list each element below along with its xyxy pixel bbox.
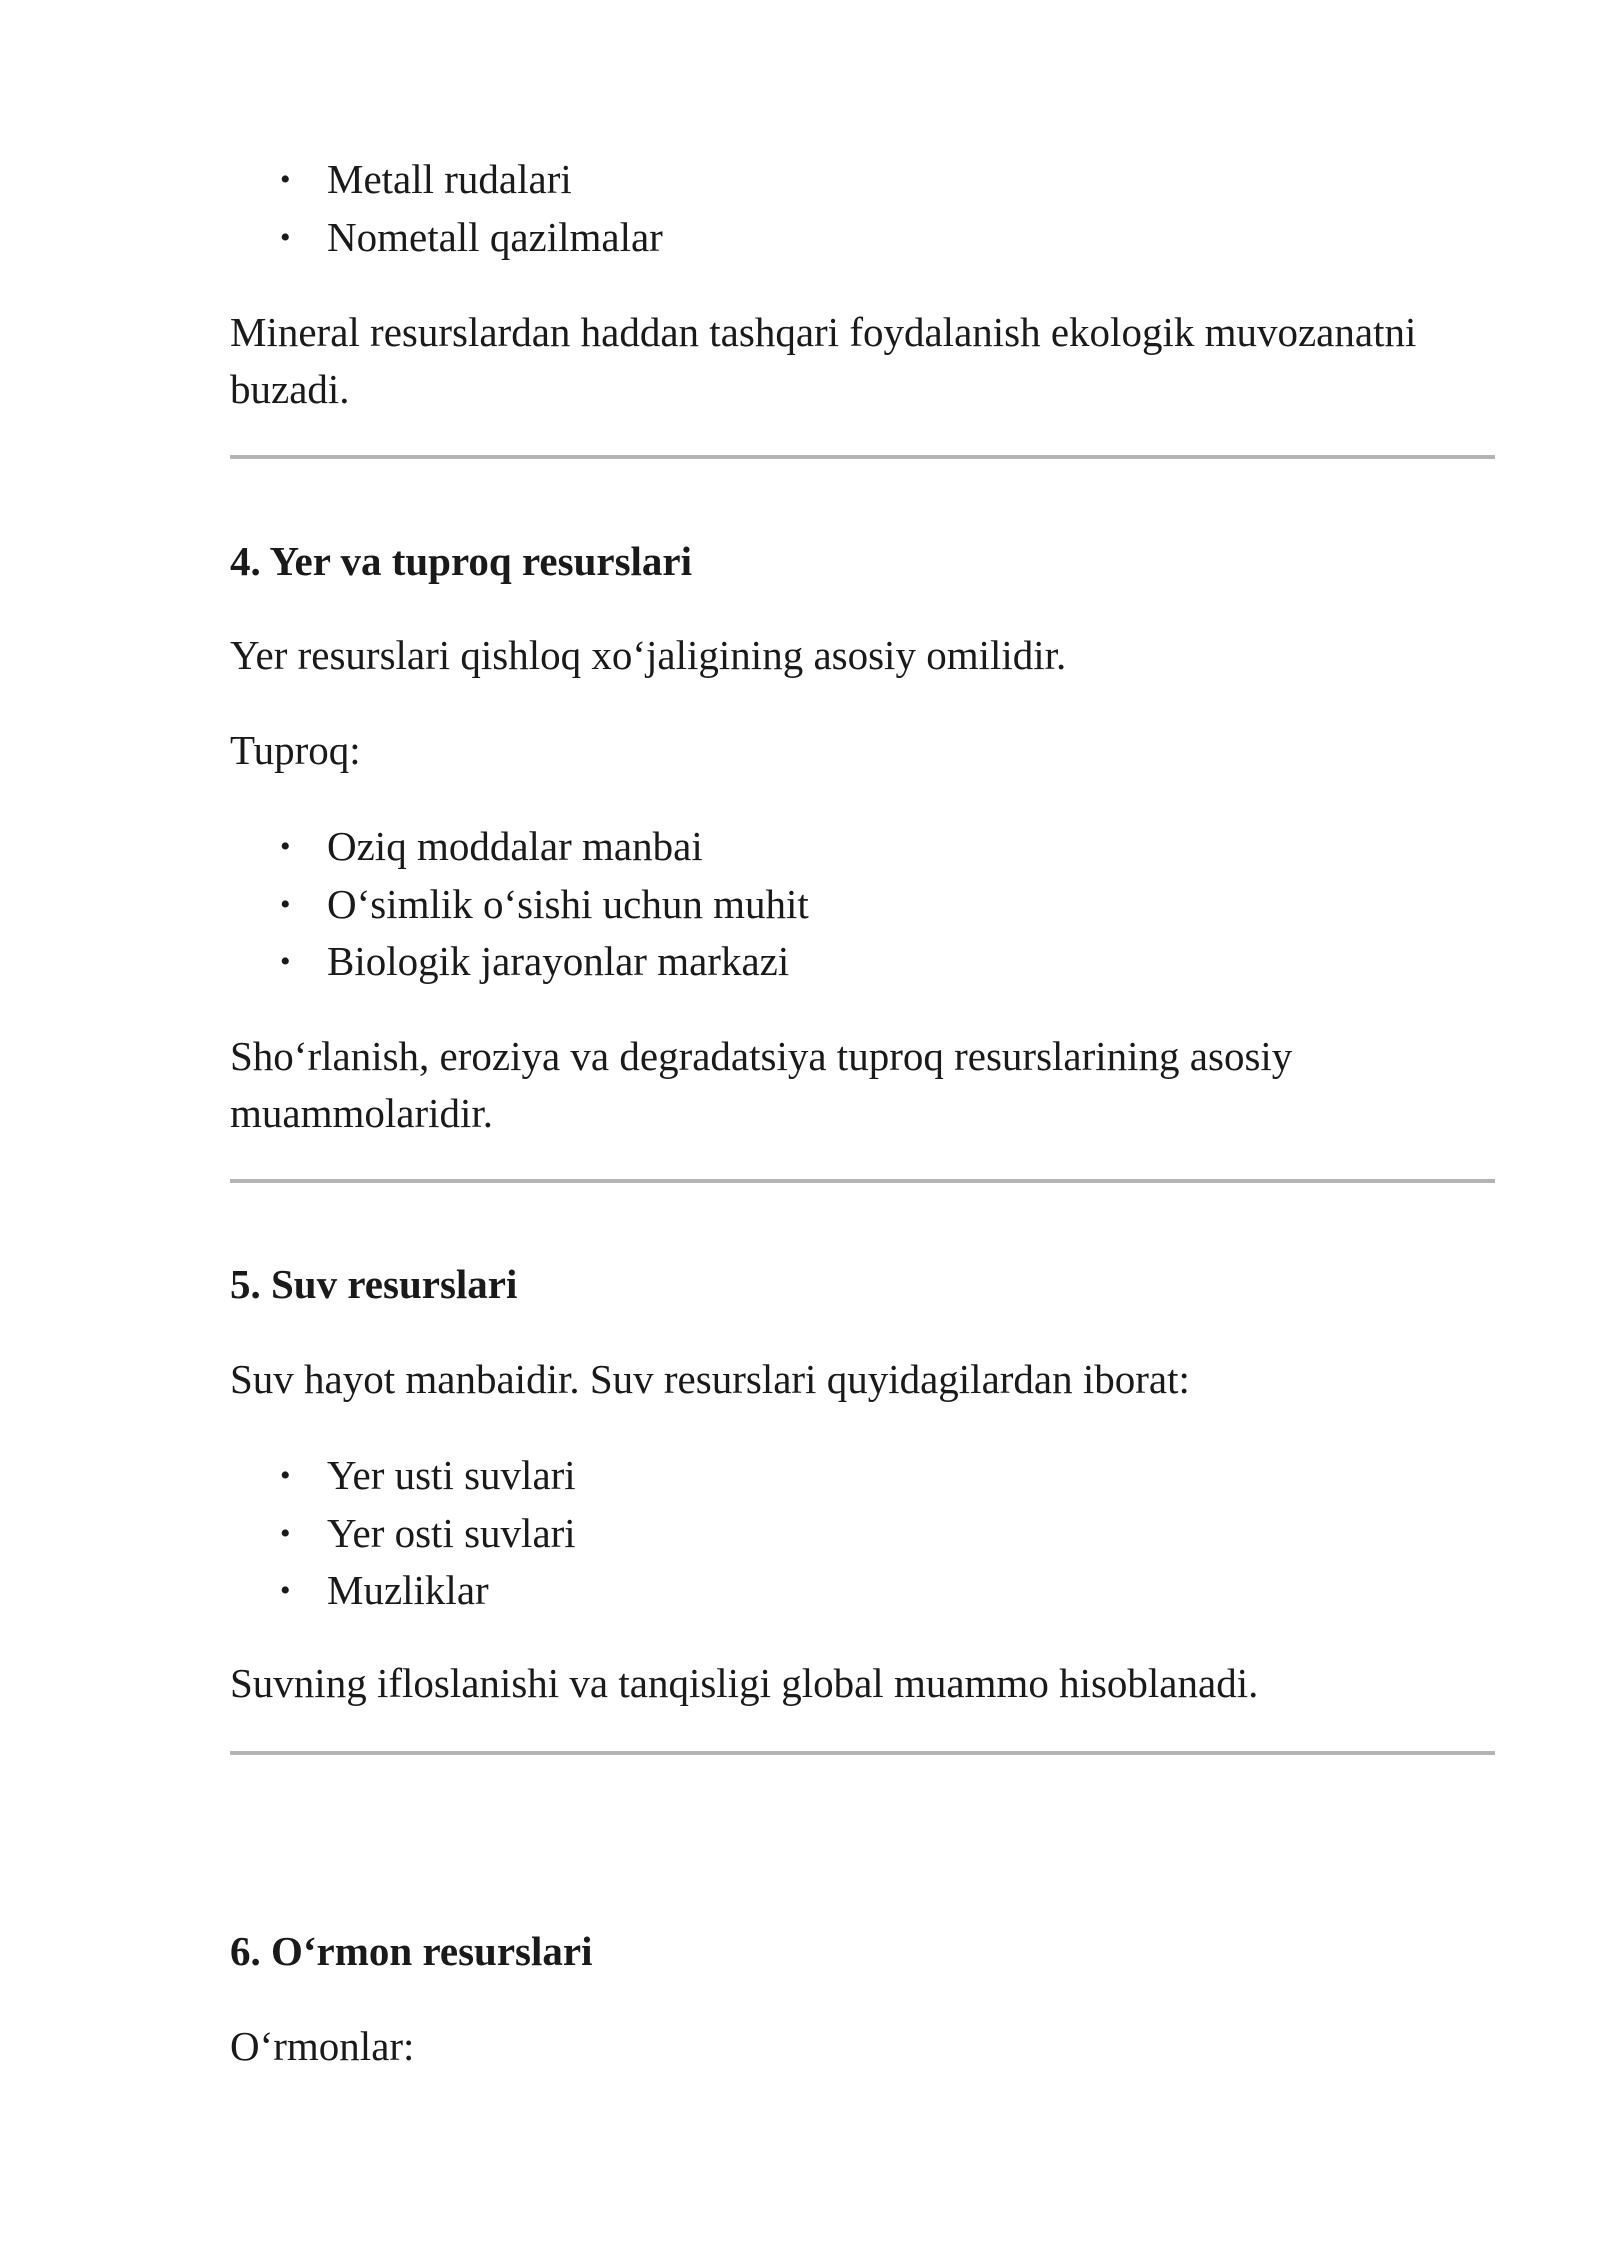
section-4-note: Sho‘rlanish, eroziya va degradatsiya tuproq resurslarining asosiy muammolaridir. — [230, 1033, 1293, 1136]
section-5-note: Suvning ifloslanishi va tanqisligi global muammo hisoblanadi. — [230, 1660, 1259, 1706]
mineral-types-list — [230, 151, 1495, 266]
list-item: • Yer usti suvlari — [230, 1447, 1495, 1505]
section-6-label: O‘rmonlar: — [230, 2023, 415, 2069]
section-5-heading: 5. Suv resurslari — [230, 1261, 518, 1307]
water-types-list — [230, 1447, 1495, 1620]
list-item: • Metall rudalari — [230, 151, 1495, 209]
list-item: • Yer osti suvlari — [230, 1505, 1495, 1563]
mineral-note-paragraph: Mineral resurslardan haddan tashqari foydalanish ekologik muvozanatni buzadi. — [230, 309, 1417, 412]
list-item: • Biologik jarayonlar markazi — [230, 933, 1495, 991]
section-6-heading: 6. O‘rmon resurslari — [230, 1928, 593, 1974]
section-4-heading: 4. Yer va tuproq resurslari — [230, 538, 693, 584]
bullet-icon: • — [280, 1459, 291, 1492]
bullet-icon: • — [280, 220, 291, 254]
bullet-icon: • — [280, 163, 291, 196]
list-item: • O‘simlik o‘sishi uchun muhit — [230, 876, 1495, 934]
bullet-icon: • — [280, 1516, 291, 1550]
section-5-intro: Suv hayot manbaidir. Suv resurslari quyidagilardan iborat: — [230, 1356, 1190, 1402]
list-item: • Oziq moddalar manbai — [230, 818, 1495, 876]
list-item: • Muzliklar — [230, 1562, 1495, 1620]
section-divider — [230, 455, 1495, 459]
bullet-icon: • — [280, 830, 291, 863]
soil-functions-list — [230, 818, 1495, 991]
section-4-label: Tuproq: — [230, 727, 361, 773]
section-4-intro: Yer resurslari qishloq xo‘jaligining asosiy omilidir. — [230, 632, 1067, 678]
section-divider — [230, 1751, 1495, 1755]
section-divider — [230, 1179, 1495, 1183]
bullet-icon: • — [280, 945, 291, 978]
bullet-icon: • — [280, 887, 291, 921]
list-item: • Nometall qazilmalar — [230, 209, 1495, 267]
bullet-icon: • — [280, 1574, 291, 1607]
